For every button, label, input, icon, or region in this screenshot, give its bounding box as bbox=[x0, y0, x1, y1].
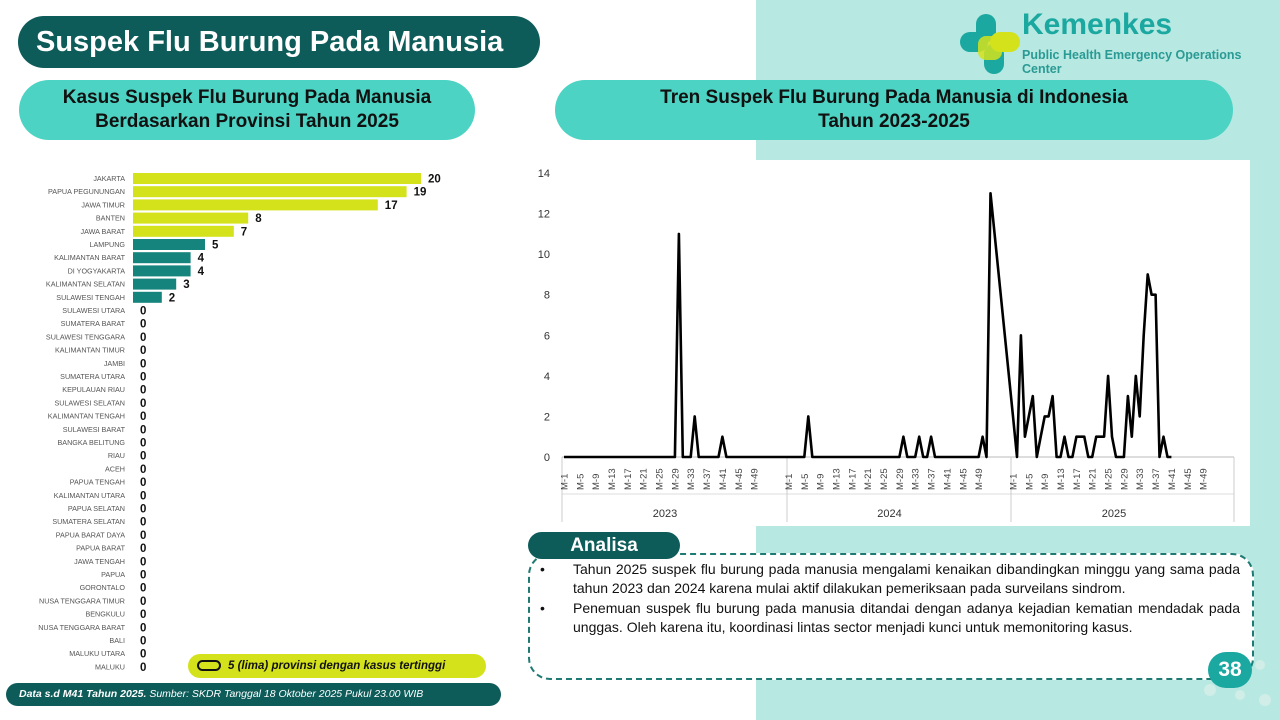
bar-category-label: JAMBI bbox=[103, 358, 125, 368]
bar-value-label: 0 bbox=[140, 424, 147, 437]
logo-name: Kemenkes bbox=[1022, 8, 1173, 41]
bar-value-label: 4 bbox=[197, 265, 205, 278]
bar-category-label: SULAWESI UTARA bbox=[62, 306, 125, 315]
x-week-label: M-41 bbox=[717, 468, 729, 490]
bar-category-label: KALIMANTAN TENGAH bbox=[47, 411, 125, 421]
trend-line-chart bbox=[522, 160, 1250, 526]
bar-category-label: KEPULAUAN RIAU bbox=[62, 385, 125, 395]
line-chart-title bbox=[555, 80, 1233, 140]
analisa-bullets bbox=[540, 560, 1240, 638]
bar-category-label: SULAWESI TENGAH bbox=[56, 292, 125, 302]
bullet-text: Tahun 2025 suspek flu burung pada manusia mengalami kenaikan dibandingkan minggu yang sama pada tahun 2023 dan 2024 karena mulai aktif dilakukan pemeriksaan pada surveilans sindrom. bbox=[573, 561, 1240, 596]
bar-category-label: JAWA TIMUR bbox=[81, 200, 125, 210]
bar-value-label: 0 bbox=[140, 635, 147, 648]
bar-value-label: 0 bbox=[140, 661, 147, 674]
bar-category-label: JAWA TENGAH bbox=[74, 556, 125, 566]
legend-ring-icon bbox=[197, 660, 221, 671]
bar-value-label: 0 bbox=[140, 516, 147, 529]
bar-value-label: 3 bbox=[183, 279, 190, 292]
bar-value-label: 0 bbox=[140, 463, 147, 476]
x-week-label: M-5 bbox=[575, 473, 587, 490]
bar-category-label: SULAWESI BARAT bbox=[62, 424, 125, 434]
x-week-label: M-5 bbox=[1024, 473, 1036, 490]
bar-value-label: 0 bbox=[140, 648, 147, 661]
bullet-icon: • bbox=[540, 600, 545, 616]
bar-category-label: SULAWESI TENGGARA bbox=[45, 332, 125, 342]
bar-value-label: 2 bbox=[168, 292, 176, 305]
analisa-title: Analisa bbox=[528, 532, 680, 559]
y-tick-label: 14 bbox=[537, 168, 550, 180]
bar bbox=[133, 279, 176, 290]
x-week-label: M-33 bbox=[1135, 468, 1147, 490]
y-tick-label: 0 bbox=[543, 452, 550, 464]
bar-value-label: 0 bbox=[140, 556, 147, 569]
bar-value-label: 0 bbox=[140, 450, 147, 463]
bar-value-label: 0 bbox=[140, 305, 147, 318]
page-number: 38 bbox=[1208, 652, 1252, 688]
bullet-icon: • bbox=[540, 561, 545, 577]
bar-category-label: PAPUA PEGUNUNGAN bbox=[48, 187, 125, 197]
bar-category-label: SUMATERA SELATAN bbox=[52, 517, 125, 527]
bar-category-label: LAMPUNG bbox=[89, 240, 125, 249]
x-week-label: M-13 bbox=[1056, 468, 1068, 490]
bar-chart-title bbox=[19, 80, 475, 140]
bar-value-label: 0 bbox=[140, 397, 147, 410]
y-tick-label: 12 bbox=[537, 208, 550, 221]
x-week-label: M-45 bbox=[733, 468, 745, 490]
line-chart-title-line2: Tahun 2023-2025 bbox=[818, 111, 970, 132]
bar bbox=[133, 226, 234, 237]
bar-category-label: PAPUA TENGAH bbox=[69, 477, 125, 487]
bar bbox=[133, 186, 407, 197]
bar-value-label: 8 bbox=[255, 213, 262, 226]
bar-value-label: 0 bbox=[140, 503, 147, 516]
y-tick-label: 6 bbox=[543, 330, 550, 343]
y-tick-label: 2 bbox=[543, 411, 550, 424]
x-week-label: M-25 bbox=[654, 468, 666, 490]
page-title: Suspek Flu Burung Pada Manusia bbox=[18, 16, 540, 68]
province-bar-chart bbox=[0, 160, 500, 680]
x-week-label: M-17 bbox=[622, 468, 634, 490]
bar-category-label: SUMATERA BARAT bbox=[60, 319, 125, 329]
bar-value-label: 0 bbox=[140, 371, 147, 384]
line-chart-title-line1: Tren Suspek Flu Burung Pada Manusia di Indonesia bbox=[660, 87, 1128, 108]
bar-category-label: PAPUA BARAT DAYA bbox=[55, 530, 125, 540]
x-week-label: M-9 bbox=[591, 473, 603, 490]
x-week-label: M-13 bbox=[831, 468, 843, 490]
bar bbox=[133, 239, 205, 250]
bar-value-label: 19 bbox=[413, 186, 427, 199]
x-week-label: M-1 bbox=[784, 473, 795, 490]
bar-value-label: 0 bbox=[140, 437, 147, 450]
bar-category-label: BANTEN bbox=[95, 213, 125, 223]
x-week-label: M-5 bbox=[799, 473, 811, 490]
bar-category-label: NUSA TENGGARA BARAT bbox=[38, 622, 125, 632]
bar-value-label: 0 bbox=[140, 345, 147, 358]
bar-category-label: PAPUA BARAT bbox=[76, 543, 125, 553]
bar bbox=[133, 265, 191, 276]
bar-category-label: SULAWESI SELATAN bbox=[54, 398, 125, 408]
x-year-label: 2023 bbox=[652, 508, 678, 520]
bar-value-label: 0 bbox=[140, 529, 147, 542]
y-tick-label: 8 bbox=[543, 289, 550, 302]
y-tick-label: 4 bbox=[543, 370, 550, 383]
bar bbox=[133, 292, 162, 303]
footer-rest: Sumber: SKDR Tanggal 18 Oktober 2025 Pukul 23.00 WIB bbox=[146, 688, 424, 700]
legend-text: 5 (lima) provinsi dengan kasus tertinggi bbox=[228, 660, 446, 672]
x-week-label: M-45 bbox=[958, 468, 970, 490]
bar bbox=[133, 173, 421, 184]
bar-chart-title-line2: Berdasarkan Provinsi Tahun 2025 bbox=[95, 111, 399, 132]
bar-value-label: 0 bbox=[140, 582, 147, 595]
bar-category-label: GORONTALO bbox=[79, 583, 125, 593]
trend-chart-panel bbox=[522, 160, 1250, 526]
x-week-label: M-9 bbox=[815, 473, 827, 490]
x-week-label: M-29 bbox=[894, 468, 906, 490]
x-week-label: M-21 bbox=[638, 468, 650, 490]
x-week-label: M-29 bbox=[670, 468, 682, 490]
trend-series-line bbox=[564, 193, 1171, 457]
x-week-label: M-37 bbox=[1151, 468, 1163, 490]
footer-source bbox=[6, 683, 501, 706]
bar-category-label: PAPUA bbox=[101, 570, 125, 579]
bar-category-label: SUMATERA UTARA bbox=[60, 372, 125, 381]
bar-value-label: 17 bbox=[384, 199, 398, 212]
x-week-label: M-33 bbox=[910, 468, 922, 490]
x-week-label: M-25 bbox=[1103, 468, 1115, 490]
bar-chart-title-line1: Kasus Suspek Flu Burung Pada Manusia bbox=[62, 87, 432, 108]
bar-category-label: KALIMANTAN BARAT bbox=[54, 253, 125, 263]
bar-value-label: 0 bbox=[140, 331, 147, 344]
x-year-label: 2025 bbox=[1101, 508, 1127, 520]
x-year-label: 2024 bbox=[877, 508, 902, 520]
bar-category-label: MALUKU UTARA bbox=[69, 649, 125, 659]
bar-category-label: PAPUA SELATAN bbox=[67, 504, 125, 513]
x-week-label: M-49 bbox=[974, 468, 986, 490]
bar-category-label: NUSA TENGGARA TIMUR bbox=[39, 596, 125, 606]
x-week-label: M-33 bbox=[686, 468, 698, 490]
bar-value-label: 5 bbox=[212, 239, 219, 252]
x-week-label: M-17 bbox=[847, 468, 859, 490]
x-week-label: M-45 bbox=[1182, 468, 1194, 490]
x-week-label: M-21 bbox=[863, 468, 875, 490]
x-week-label: M-1 bbox=[559, 473, 571, 490]
x-week-label: M-37 bbox=[702, 468, 714, 490]
bar-value-label: 0 bbox=[140, 477, 147, 490]
bar-category-label: DI YOGYAKARTA bbox=[67, 266, 125, 276]
bar-category-label: KALIMANTAN SELATAN bbox=[45, 279, 125, 289]
x-week-label: M-1 bbox=[1008, 473, 1020, 490]
x-week-label: M-41 bbox=[1166, 468, 1178, 490]
bar-category-label: BENGKULU bbox=[85, 609, 125, 619]
bar-value-label: 0 bbox=[140, 490, 147, 503]
x-week-label: M-25 bbox=[879, 468, 891, 490]
x-week-label: M-41 bbox=[942, 468, 954, 490]
x-week-label: M-17 bbox=[1071, 468, 1083, 490]
bar-category-label: KALIMANTAN UTARA bbox=[53, 490, 125, 500]
bar-value-label: 0 bbox=[140, 318, 147, 331]
bar-category-label: BANGKA BELITUNG bbox=[57, 438, 125, 447]
bar bbox=[133, 252, 191, 263]
y-tick-label: 10 bbox=[537, 249, 550, 262]
bar-category-label: KALIMANTAN TIMUR bbox=[54, 345, 125, 355]
bar-category-label: RIAU bbox=[107, 451, 125, 461]
bar-value-label: 7 bbox=[240, 226, 248, 239]
x-week-label: M-21 bbox=[1087, 468, 1099, 490]
bar-value-label: 0 bbox=[140, 384, 147, 397]
x-week-label: M-13 bbox=[607, 468, 619, 490]
bar-value-label: 0 bbox=[140, 358, 147, 371]
bar-value-label: 0 bbox=[140, 595, 147, 608]
bar bbox=[133, 199, 378, 210]
bar-category-label: ACEH bbox=[105, 464, 125, 474]
x-week-label: M-9 bbox=[1040, 473, 1052, 490]
bar-value-label: 0 bbox=[140, 609, 147, 622]
bar-value-label: 0 bbox=[140, 543, 147, 556]
x-week-label: M-37 bbox=[926, 468, 938, 490]
x-week-label: M-29 bbox=[1119, 468, 1131, 490]
footer-bold: Data s.d M41 Tahun 2025. bbox=[19, 688, 147, 700]
legend-top5 bbox=[188, 654, 486, 678]
bar-value-label: 0 bbox=[140, 569, 147, 582]
bar-value-label: 4 bbox=[197, 252, 205, 265]
bullet-text: Penemuan suspek flu burung pada manusia ditandai dengan adanya kejadian kematian mendadak pada unggas. Oleh karena itu, koordinasi lintas sector menjadi kunci untuk memonitoring kasus. bbox=[573, 600, 1240, 635]
analisa-bullet bbox=[540, 599, 1240, 637]
bar-category-label: MALUKU bbox=[95, 662, 125, 672]
logo-subtitle: Public Health Emergency Operations Center bbox=[1022, 48, 1242, 76]
bar-value-label: 20 bbox=[428, 173, 441, 186]
bar-category-label: JAWA BARAT bbox=[80, 226, 125, 236]
bar-value-label: 0 bbox=[140, 622, 147, 635]
bar bbox=[133, 213, 248, 224]
bar-category-label: JAKARTA bbox=[93, 174, 125, 183]
x-week-label: M-49 bbox=[1198, 468, 1210, 490]
bar-category-label: BALI bbox=[109, 636, 125, 645]
bar-value-label: 0 bbox=[140, 411, 147, 424]
x-week-label: M-49 bbox=[749, 468, 761, 490]
analisa-bullet bbox=[540, 560, 1240, 598]
